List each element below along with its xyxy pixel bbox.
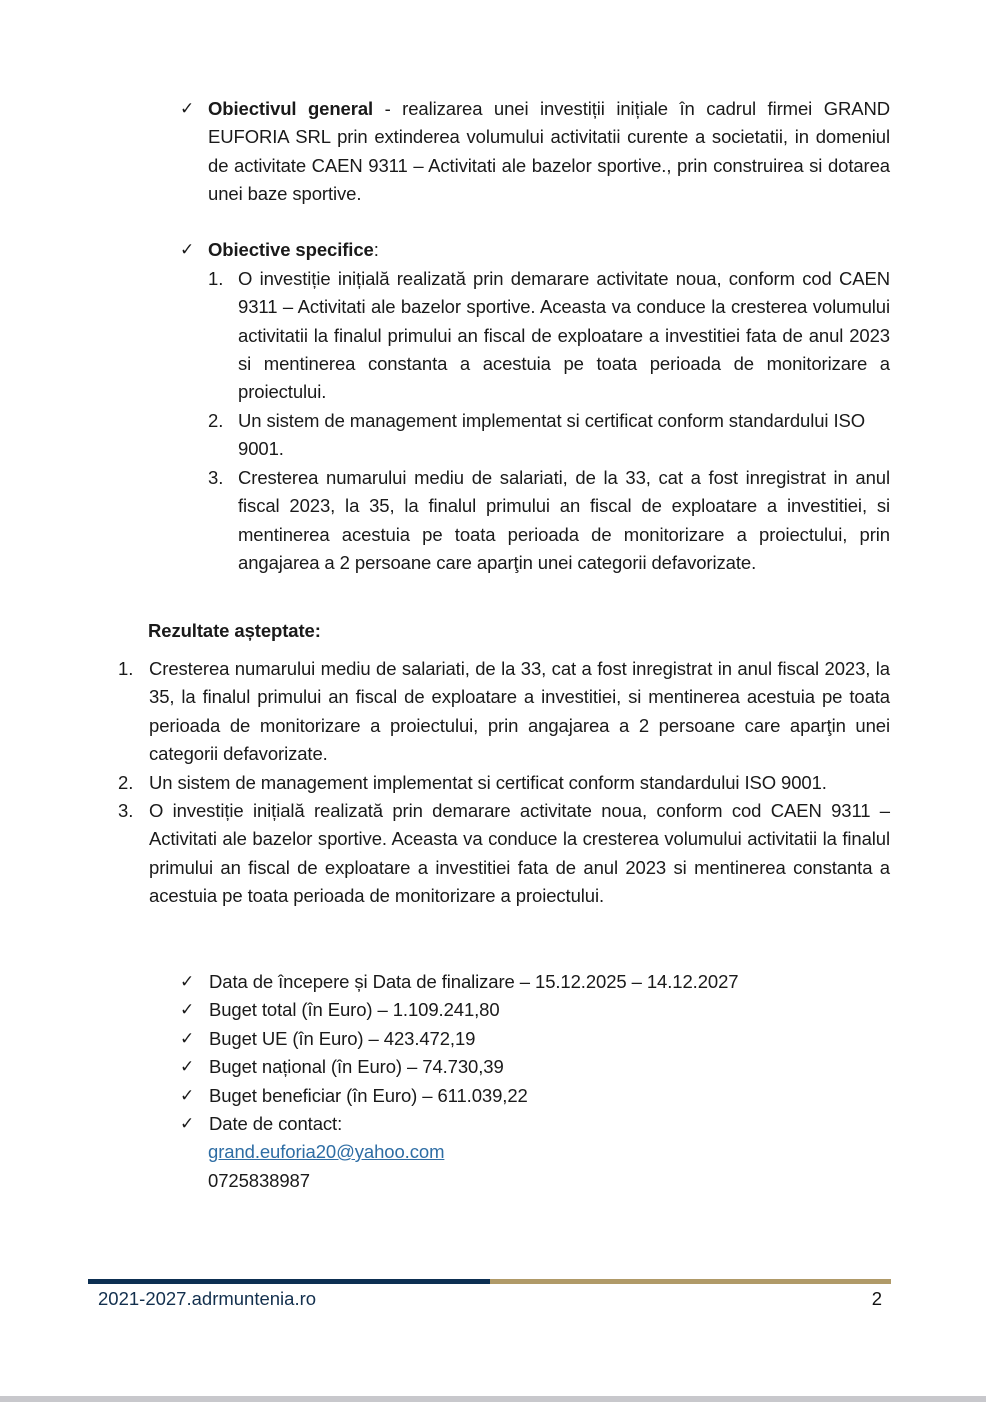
footer-divider-gold bbox=[490, 1279, 891, 1284]
footer-divider-navy bbox=[88, 1279, 490, 1284]
check-icon: ✓ bbox=[180, 1029, 195, 1048]
expected-result-item: 2. Un sistem de management implementat si certificat conform standardului ISO 9001. bbox=[118, 772, 827, 793]
check-icon: ✓ bbox=[180, 1057, 195, 1076]
check-icon: ✓ bbox=[180, 972, 195, 991]
info-item-budget-beneficiary: ✓ Buget beneficiar (în Euro) – 611.039,22 bbox=[180, 1082, 880, 1110]
check-icon: ✓ bbox=[180, 1114, 195, 1133]
objective-general-label: Obiectivul general bbox=[208, 98, 374, 119]
page-bottom-edge bbox=[0, 1396, 986, 1402]
check-icon: ✓ bbox=[180, 1000, 195, 1019]
specific-objective-item: 3. Cresterea numarului mediu de salariati, de la 33, cat a fost inregistrat in anul fiscal 2023, la 35, la finalul primului an fiscal de exploatare a investitiei, si mentinerea acestuia pe toata perioada de monitorizare a proiectului, prin angajarea a 2 persoane care aparţin unei categorii defavorizate. bbox=[208, 467, 890, 573]
info-item-contact: ✓ Date de contact: bbox=[180, 1110, 880, 1138]
contact-phone: 0725838987 bbox=[208, 1170, 310, 1191]
page-number: 2 bbox=[871, 1288, 882, 1309]
specific-objective-item: 2. Un sistem de management implementat si certificat conform standardului ISO 9001. bbox=[208, 410, 866, 460]
objectives-specific-heading: ✓ Obiective specifice: bbox=[180, 236, 890, 264]
contact-email-link[interactable]: grand.euforia20@yahoo.com bbox=[208, 1141, 445, 1162]
check-icon: ✓ bbox=[180, 99, 195, 118]
specific-objective-item: 1. O investiție inițială realizată prin demarare activitate noua, conform cod CAEN 9311 – Activitati ale bazelor sportive. Aceasta va conduce la cresterea volumului activitatii la finalul primului an fiscal de exploatare a investitiei fata de anul 2023 si mentinerea constanta a acestuia pe toata perioada de monitorizare a proiectului. bbox=[208, 268, 890, 403]
footer-website: 2021-2027.adrmuntenia.ro bbox=[98, 1288, 317, 1309]
expected-result-item: 3. O investiție inițială realizată prin demarare activitate noua, conform cod CAEN 9311 – Activitati ale bazelor sportive. Aceasta va conduce la cresterea volumului activitatii la finalul primului an fiscal de exploatare a investitiei fata de anul 2023 si mentinerea constanta a acestuia pe toata perioada de monitorizare a proiectului. bbox=[118, 800, 890, 906]
objectives-specific-label: Obiective specifice bbox=[208, 239, 374, 260]
info-item-budget-national: ✓ Buget național (în Euro) – 74.730,39 bbox=[180, 1053, 880, 1081]
info-item-budget-ue: ✓ Buget UE (în Euro) – 423.472,19 bbox=[180, 1025, 880, 1053]
check-icon: ✓ bbox=[180, 1086, 195, 1105]
info-item-dates: ✓ Data de începere și Data de finalizare – 15.12.2025 – 14.12.2027 bbox=[180, 968, 880, 996]
check-icon: ✓ bbox=[180, 240, 195, 259]
objective-general-text: - realizarea unei investiții inițiale în cadrul firmei GRAND EUFORIA SRL prin extinderea volumului activitatii curente a societatii, in domeniul de activitate CAEN 9311 – Activitati ale bazelor sportive., prin construirea si dotarea unei baze sportive. bbox=[208, 98, 891, 204]
expected-results-heading: Rezultate așteptate: bbox=[148, 620, 321, 641]
expected-result-item: 1. Cresterea numarului mediu de salariati, de la 33, cat a fost inregistrat in anul fiscal 2023, la 35, la finalul primului an fiscal de exploatare a investitiei, si mentinerea acestuia pe toata perioada de monitorizare a proiectului, prin angajarea a 2 persoane care aparţin unei categorii defavorizate. bbox=[118, 658, 890, 764]
info-item-budget-total: ✓ Buget total (în Euro) – 1.109.241,80 bbox=[180, 996, 880, 1024]
objective-general bbox=[180, 95, 890, 208]
